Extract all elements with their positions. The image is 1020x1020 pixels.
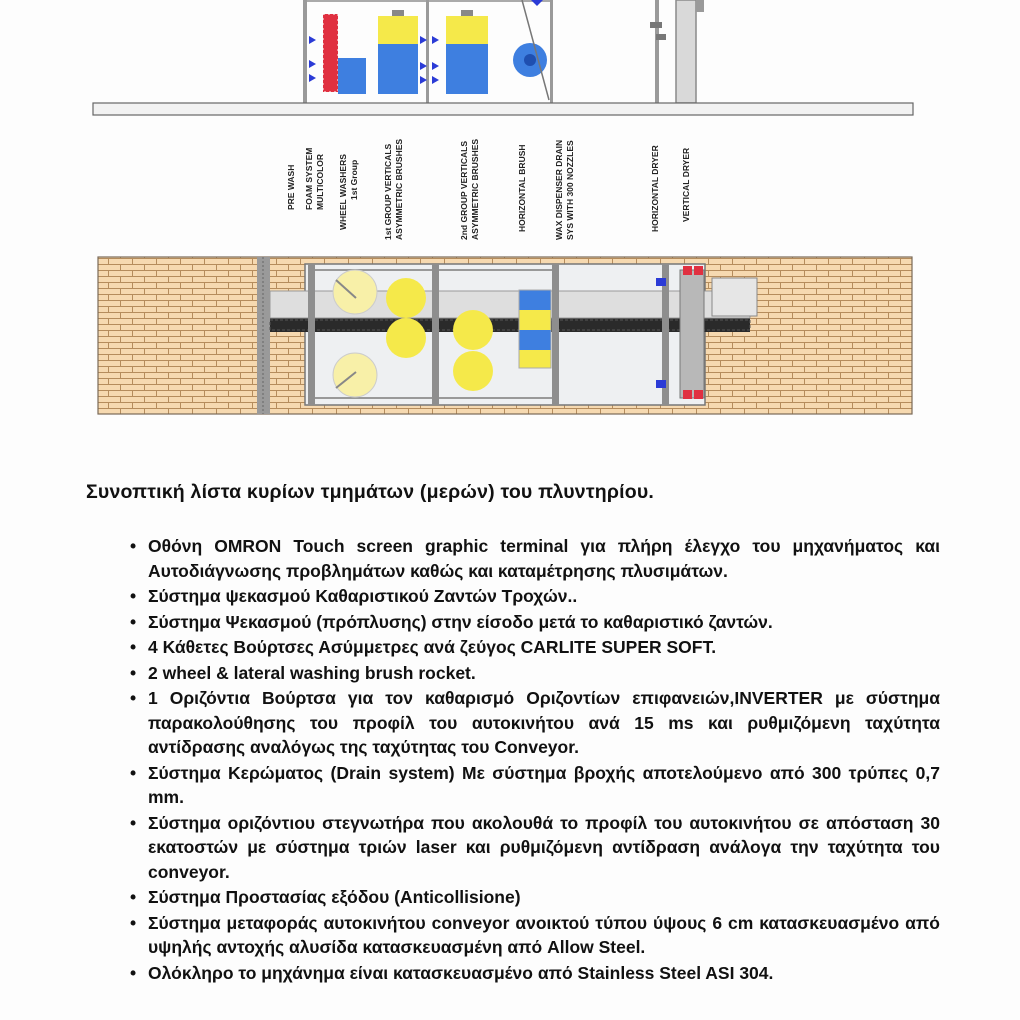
machine-frame-post xyxy=(550,0,553,103)
bullet-icon: • xyxy=(130,762,137,783)
list-item-text: Σύστημα μεταφοράς αυτοκινήτου conveyor ανοικτού τύπου ύψους 6 cm κατασκευασμένο από υψηλής αντοχής αλυσίδα κατασκευασμένη από Allow Steel. xyxy=(148,912,940,957)
station-label-line: MULTICOLOR xyxy=(315,153,325,210)
list-item xyxy=(128,534,940,583)
list-item xyxy=(128,584,940,609)
bullet-icon: • xyxy=(130,688,137,708)
wheel-washer-brush xyxy=(333,270,377,314)
dryer-plan xyxy=(680,270,704,398)
list-item-text: Σύστημα Ψεκασμού (πρόπλυσης) στην είσοδο μετά το καθαριστικό ζαντών. xyxy=(148,611,773,632)
list-item xyxy=(128,761,940,810)
station-label-line: ASYMMETRIC BRUSHES xyxy=(470,138,480,240)
station-labels xyxy=(286,139,691,240)
spray-nozzle-icon xyxy=(309,36,316,82)
list-item-text: 4 Κάθετες Βούρτσες Ασύμμετρες ανά ζεύγος CARLITE SUPER SOFT. xyxy=(148,637,717,657)
list-item xyxy=(128,661,940,686)
list-item-text: Οθόνη OMRON Touch screen graphic terminal για πλήρη έλεγχο του μηχανήματος και Αυτοδιάγνωσης προβλημάτων καθώς και καταμέτρησης πλυσιμάτων. xyxy=(148,536,940,581)
vertical-brush-1-yellow xyxy=(378,16,418,44)
station-label-line: WHEEL WASHERS xyxy=(338,154,348,230)
station-label-line: WAX DISPENSER DRAIN xyxy=(554,139,564,240)
bullet-icon: • xyxy=(130,637,137,657)
bullet-icon: • xyxy=(130,586,137,606)
list-item xyxy=(128,911,940,960)
wheel-washer-brush xyxy=(333,353,377,397)
wheel-washer-blue xyxy=(338,58,366,94)
side-elevation-view xyxy=(93,0,913,115)
station-label-line: VERTICAL DRYER xyxy=(681,147,691,222)
station-label-line: 1st Group xyxy=(349,159,359,200)
list-item-text: 1 Οριζόντια Βούρτσα για τον καθαρισμό Οριζοντίων επιφανειών,INVERTER με σύστημα παρακολούθησης του προφίλ του αυτοκινήτου ανά 15 ms και ρυθμιζόμενη ταχύτητα αντίδρασης αναλόγως της ταχύτητας του Conveyor. xyxy=(148,688,940,757)
list-item-text: Σύστημα Προστασίας εξόδου (Anticollisione) xyxy=(148,887,521,907)
station-label-line: PRE WASH xyxy=(286,164,296,210)
bullet-icon: • xyxy=(130,536,137,556)
list-item xyxy=(128,885,940,910)
station-label-line: HORIZONTAL DRYER xyxy=(650,145,660,232)
vertical-brush-plan xyxy=(453,310,493,350)
bullet-icon: • xyxy=(130,962,137,983)
section-heading: Συνοπτική λίστα κυρίων τμημάτων (μερών) του πλυντηρίου. xyxy=(86,481,655,503)
station-label-line: HORIZONTAL BRUSH xyxy=(517,144,527,232)
vertical-brush-2-blue xyxy=(446,44,488,94)
bullet-icon: • xyxy=(130,812,137,833)
feature-list xyxy=(128,534,940,986)
vertical-brush-plan xyxy=(386,278,426,318)
bullet-icon: • xyxy=(130,887,137,907)
station-label-line: 2nd GROUP VERTICALS xyxy=(459,140,469,240)
bullet-icon: • xyxy=(130,662,137,683)
vertical-dryer-column xyxy=(676,0,696,103)
station-label-line: ASYMMETRIC BRUSHES xyxy=(394,138,404,240)
horizontal-brush-plan xyxy=(519,290,551,368)
spray-nozzle-icon xyxy=(420,36,439,84)
list-item-text: Σύστημα ψεκασμού Καθαριστικού Ζαντών Τροχών.. xyxy=(148,586,578,606)
floor-slab xyxy=(93,103,913,115)
list-item xyxy=(128,610,940,635)
list-item xyxy=(128,635,940,660)
list-item-text: Ολόκληρο το μηχάνημα είναι κατασκευασμένο από Stainless Steel ASI 304. xyxy=(148,962,774,983)
list-item-text: Σύστημα οριζόντιου στεγνωτήρα που ακολουθά το προφίλ του αυτοκινήτου σε απόσταση 30 εκατοστών με σύστημα τριών laser και ρυθμιζόμενη αντίδραση ανάλογα την ταχύτητα του conveyor. xyxy=(148,812,940,882)
station-label-line: FOAM SYSTEM xyxy=(304,147,314,210)
list-item-text: Σύστημα Κερώματος (Drain system) Με σύστημα βροχής αποτελούμενο από 300 τρύπες 0,7 mm. xyxy=(148,762,940,807)
vertical-brush-plan xyxy=(453,351,493,391)
vertical-brush-plan xyxy=(386,318,426,358)
plan-view xyxy=(98,257,912,414)
car-wash-diagram xyxy=(0,0,1020,430)
list-item xyxy=(128,811,940,885)
foam-system-red xyxy=(323,14,338,92)
list-item xyxy=(128,961,940,986)
bullet-icon: • xyxy=(130,611,137,632)
machine-frame-post xyxy=(426,0,429,103)
bullet-icon: • xyxy=(130,912,137,933)
list-item xyxy=(128,686,940,760)
list-item-text: 2 wheel & lateral washing brush rocket. xyxy=(148,662,476,683)
vertical-brush-2-yellow xyxy=(446,16,488,44)
vertical-brush-1-blue xyxy=(378,44,418,94)
horizontal-dryer-post xyxy=(655,0,659,103)
station-label-line: SYS WITH 300 NOZZLES xyxy=(565,140,575,240)
station-label-line: 1st GROUP VERTICALS xyxy=(383,143,393,240)
machine-frame-left-post xyxy=(303,0,307,103)
